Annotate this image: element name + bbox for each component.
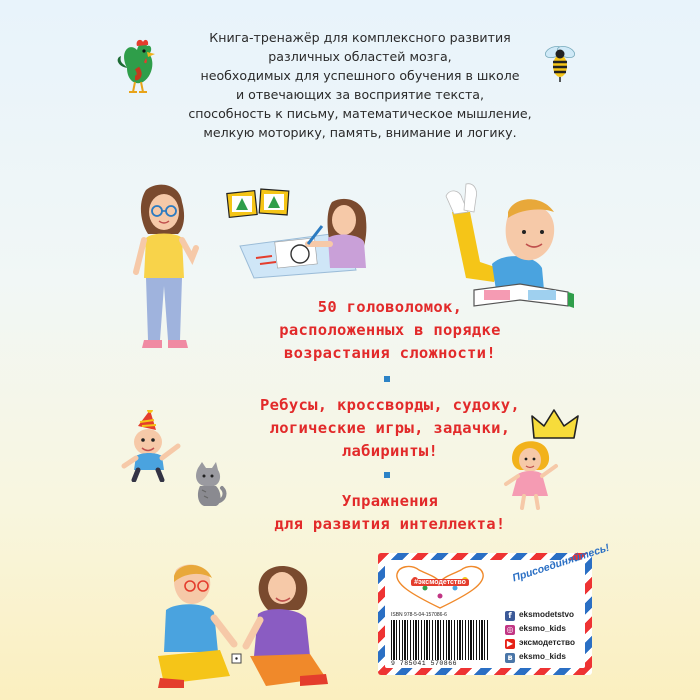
intro-line: способность к письму, математическое мышление, <box>188 106 532 121</box>
drawing-girl-illustration <box>236 198 386 280</box>
barcode-number: 9 785041 570866 <box>391 660 458 667</box>
intro-line: Книга-тренажёр для комплексного развития <box>209 30 511 45</box>
girl-with-glasses-illustration <box>128 182 200 354</box>
feature-line: Упражнения <box>341 492 439 510</box>
feature-line: Ребусы, кроссворды, судоку, <box>259 396 521 414</box>
feature-line: лабиринты! <box>341 442 439 460</box>
youtube-icon: ▶ <box>506 639 514 648</box>
social-instagram[interactable] <box>505 624 595 638</box>
facebook-icon: f <box>505 611 515 621</box>
rooster-illustration <box>115 38 167 96</box>
intro-line: различных областей мозга, <box>268 49 452 64</box>
feature-puzzles-count <box>220 296 560 365</box>
feature-line: для развития интеллекта! <box>274 515 506 533</box>
intro-text <box>180 28 540 142</box>
little-girl-illustration <box>500 440 560 512</box>
bullet-marker <box>384 376 390 382</box>
vk-icon: в <box>505 653 515 663</box>
feature-line: 50 головоломок, <box>317 298 463 316</box>
feature-line: расположенных в порядке <box>279 321 501 339</box>
crown-illustration <box>530 408 580 444</box>
social-label: эксмодетство <box>519 638 575 647</box>
lying-boy-illustration <box>444 182 580 314</box>
bullet-marker <box>384 472 390 478</box>
publisher-card-inner <box>385 541 611 668</box>
barcode <box>391 620 489 660</box>
cat-illustration <box>190 462 228 508</box>
publisher-card <box>378 541 611 675</box>
instagram-icon: ◎ <box>506 625 514 634</box>
join-label: Присоединяйтесь! <box>511 541 611 585</box>
heart-logo-label <box>391 579 489 586</box>
feature-line: логические игры, задачки, <box>269 419 511 437</box>
kids-playing-illustration <box>150 560 330 692</box>
social-vk[interactable] <box>505 652 595 666</box>
intro-line: и отвечающих за восприятие текста, <box>235 87 485 102</box>
intro-line: необходимых для успешного обучения в школе <box>200 68 520 83</box>
social-label: eksmo_kids <box>519 624 566 633</box>
heart-label-text: #эксмодетство <box>411 579 469 586</box>
wasp-illustration <box>538 40 582 84</box>
social-label: eksmo_kids <box>519 652 566 661</box>
party-kid-illustration <box>120 410 184 482</box>
social-facebook[interactable] <box>505 610 595 624</box>
heart-logo <box>391 564 489 610</box>
intro-line: мелкую моторику, память, внимание и логику. <box>203 125 517 140</box>
isbn-text: ISBN 978-5-04-157086-6 <box>391 612 447 618</box>
social-youtube[interactable] <box>505 638 595 652</box>
feature-line: возрастания сложности! <box>284 344 496 362</box>
social-label: eksmodetstvo <box>519 610 575 619</box>
